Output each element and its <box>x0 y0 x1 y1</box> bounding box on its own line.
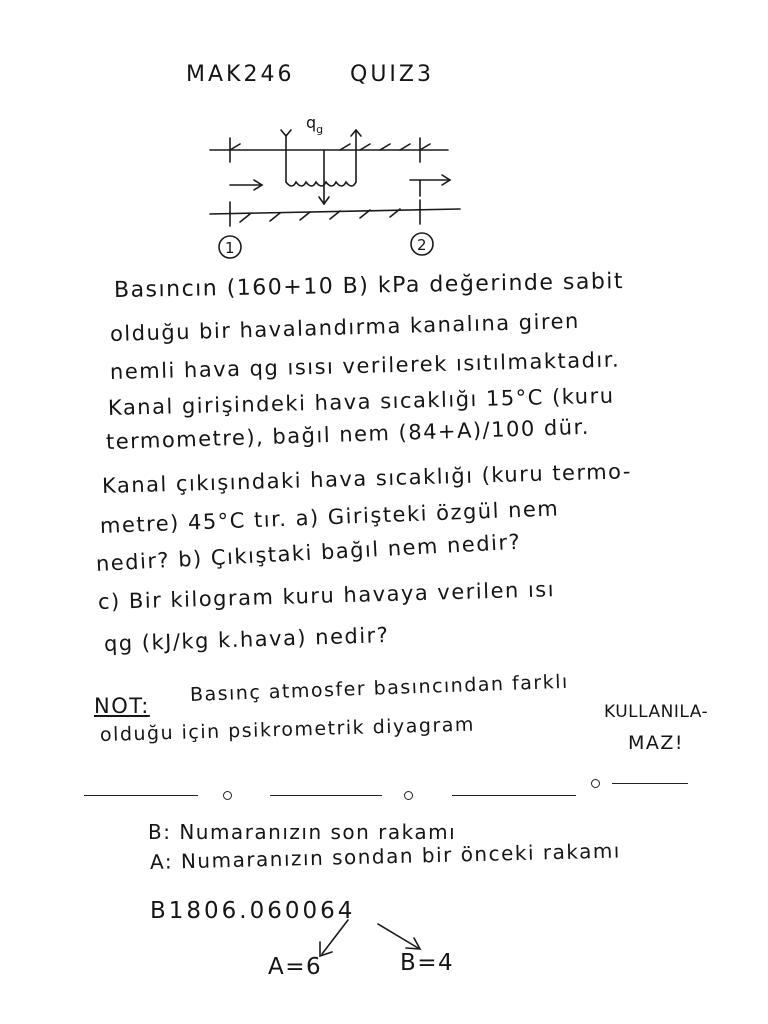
problem-line: Kanal girişindeki hava sıcaklığı 15°C (kuru <box>107 383 615 420</box>
duct-diagram <box>200 100 470 265</box>
note-line-2: olduğu için psikrometrik diyagram <box>99 713 476 746</box>
note-label: NOT: <box>94 694 150 718</box>
heat-label: $q_g$ <box>306 113 324 136</box>
note-line-1-suffix: KULLANILA- <box>604 702 709 722</box>
problem-line: metre) 45°C tır. a) Girişteki özgül nem <box>99 496 560 538</box>
example-a-value: A=6 <box>268 954 323 980</box>
state-1-label: 1 <box>225 239 235 257</box>
problem-line: nemli hava qg ısısı verilerek ısıtılmaktadır. <box>109 347 621 384</box>
problem-line: Basıncın (160+10 B) kPa değerinde sabit <box>113 269 625 303</box>
state-2-label: 2 <box>417 236 427 254</box>
course-code: MAK246 <box>186 62 295 87</box>
quiz-title: QUIZ3 <box>350 62 434 87</box>
example-number: B1806.060064 <box>150 898 356 924</box>
heater-coil <box>286 182 356 186</box>
example-b-value: B=4 <box>400 950 455 976</box>
note-line-3: MAZ! <box>628 732 685 754</box>
problem-line: Kanal çıkışındaki hava sıcaklığı (kuru termo- <box>101 459 633 498</box>
note-line-1: Basınç atmosfer basıncından farklı <box>189 670 570 706</box>
problem-line: termometre), bağıl nem (84+A)/100 dür. <box>105 414 591 454</box>
top-wall-hatching <box>230 144 430 150</box>
problem-line: qg (kJ/kg k.hava) nedir? <box>103 623 390 656</box>
duct-bottom-wall <box>210 209 460 214</box>
problem-line: nedir? b) Çıkıştaki bağıl nem nedir? <box>95 529 522 576</box>
legend-a-line: A: Numaranızın sondan bir önceki rakamı <box>149 838 622 874</box>
problem-line: olduğu bir havalandırma kanalına giren <box>109 308 581 346</box>
legend-b-line: B: Numaranızın son rakamı <box>148 820 457 844</box>
problem-line: c) Bir kilogram kuru havaya verilen ısı <box>97 577 556 614</box>
